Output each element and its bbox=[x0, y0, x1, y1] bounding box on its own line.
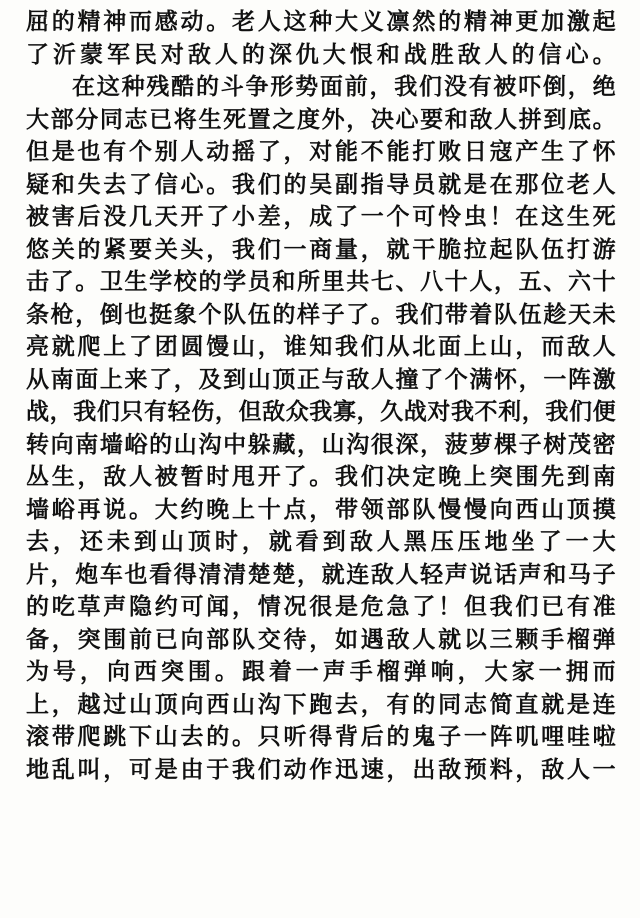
text-line: 了沂蒙军民对敌人的深仇大恨和战胜敌人的信心。 bbox=[26, 40, 616, 68]
text-line: 滚带爬跳下山去的。只听得背后的鬼子一阵叽哩哇啦 bbox=[26, 723, 616, 750]
text-line: 地乱叫，可是由于我们动作迅速，出敌预料，敌人一 bbox=[26, 755, 616, 783]
text-line: 备，突围前已向部队交待，如遇敌人就以三颗手榴弹 bbox=[26, 625, 616, 653]
text-line: 疑和失去了信心。我们的吴副指导员就是在那位老人 bbox=[26, 170, 616, 198]
paragraph-start-line: 在这种残酷的斗争形势面前，我们没有被吓倒，绝 bbox=[72, 73, 616, 100]
body-text bbox=[26, 6, 616, 786]
text-line: 上，越过山顶向西山沟下跑去，有的同志简直就是连 bbox=[26, 690, 616, 718]
text-line: 片，炮车也看得清清楚楚，就连敌人轻声说话声和马子 bbox=[26, 560, 616, 588]
text-line: 的吃草声隐约可闻，情况很是危急了！但我们已有准 bbox=[26, 593, 616, 620]
text-line: 被害后没几天开了小差，成了一个可怜虫！在这生死 bbox=[26, 203, 616, 230]
text-line: 从南面上来了，及到山顶正与敌人撞了个满怀，一阵激 bbox=[26, 365, 616, 393]
text-line: 丛生，敌人被暂时甩开了。我们决定晚上突围先到南 bbox=[26, 463, 616, 490]
text-line: 悠关的紧要关头，我们一商量，就干脆拉起队伍打游 bbox=[26, 235, 616, 263]
text-line: 为号，向西突围。跟着一声手榴弹响，大家一拥而 bbox=[26, 658, 616, 685]
text-line: 转向南墙峪的山沟中躲藏，山沟很深，菠萝棵子树茂密 bbox=[26, 430, 616, 458]
text-line: 但是也有个别人动摇了，对能不能打败日寇产生了怀 bbox=[26, 138, 616, 165]
text-line: 大部分同志已将生死置之度外，决心要和敌人拼到底。 bbox=[26, 105, 616, 133]
text-line: 屈的精神而感动。老人这种大义凛然的精神更加激起 bbox=[26, 8, 616, 35]
text-line: 亮就爬上了团圆馒山，谁知我们从北面上山，而敌人 bbox=[26, 333, 616, 360]
text-line: 战，我们只有轻伤，但敌众我寡，久战对我不利，我们便 bbox=[26, 398, 616, 425]
text-line: 击了。卫生学校的学员和所里共七、八十人，五、六十 bbox=[26, 268, 616, 295]
text-line: 条枪，倒也挺象个队伍的样子了。我们带着队伍趁天未 bbox=[26, 300, 616, 328]
text-line: 墙峪再说。大约晚上十点，带领部队慢慢向西山顶摸 bbox=[26, 495, 616, 523]
text-line: 去，还未到山顶时，就看到敌人黑压压地坐了一大 bbox=[26, 528, 616, 555]
